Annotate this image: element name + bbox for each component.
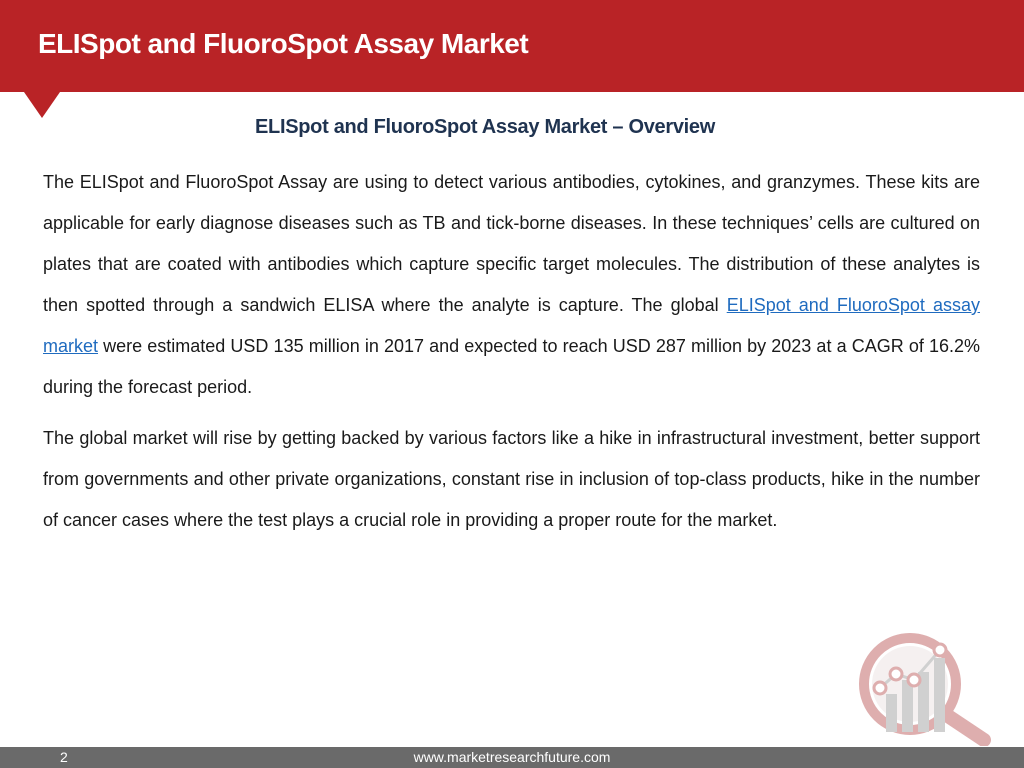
- body-text: [43, 162, 980, 541]
- page-number: 2: [60, 749, 68, 765]
- market-report-link[interactable]: ELISpot and FluoroSpot assay market: [43, 295, 980, 356]
- paragraph-overview-end: were estimated USD 135 million in 2017 and expected to reach USD 287 million by 2023 at a CAGR of 16.2% during the forecast period.: [43, 336, 980, 397]
- footer-url: www.marketresearchfuture.com: [413, 749, 611, 765]
- magnifier-chart-logo-icon: [856, 628, 996, 746]
- header-bar: [0, 0, 1024, 92]
- paragraph-growth-factors: The global market will rise by getting backed by various factors like a hike in infrastructural investment, better support from governments and other private organizations, constant rise in inclusion of top-class products, hike in the number of cancer cases where the test plays a crucial role in providing a proper route for the market.: [43, 428, 980, 530]
- paragraph-overview-start: The ELISpot and FluoroSpot Assay are using to detect various antibodies, cytokines, and granzymes. These kits are applicable for early diagnose diseases such as TB and tick-borne diseases. In these techniques’ cells are cultured on plates that are coated with antibodies which capture specific target molecules. The distribution of these analytes is then spotted through a sandwich ELISA where the analyte is capture. The global: [43, 172, 980, 315]
- section-heading: ELISpot and FluoroSpot Assay Market – Overview: [254, 116, 716, 138]
- footer-bar: [0, 747, 1024, 768]
- page-title: ELISpot and FluoroSpot Assay Market: [38, 28, 529, 59]
- paragraph-overview: [43, 162, 980, 408]
